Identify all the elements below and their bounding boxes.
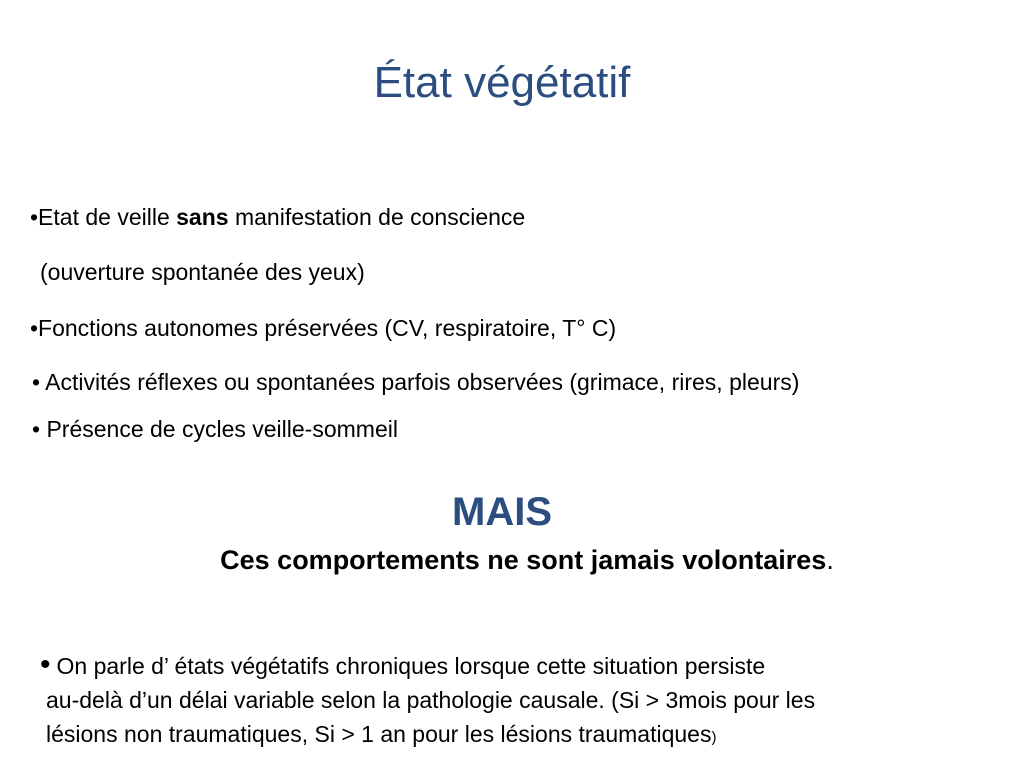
- comportements-statement: [0, 543, 1024, 577]
- slide-title: État végétatif: [373, 58, 631, 107]
- mais-heading: MAIS: [452, 490, 552, 534]
- chronic-note-line-1-text: On parle d’ états végétatifs chroniques lorsque cette situation persiste: [56, 653, 766, 679]
- bullet-activites: • Activités réflexes ou spontanées parfois observées (grimace, rires, pleurs): [32, 369, 800, 395]
- chronic-note-bullet: •: [40, 648, 51, 681]
- bullet-veille: [30, 203, 525, 231]
- chronic-note-line-3-text: lésions non traumatiques, Si > 1 an pour les lésions traumatiques: [46, 721, 712, 747]
- bullet-veille-pre: •Etat de veille: [30, 204, 177, 230]
- bullet-fonctions: •Fonctions autonomes préservées (CV, respiratoire, T° C): [30, 315, 617, 341]
- chronic-note-line-1: [40, 648, 1015, 683]
- bullet-ouverture: (ouverture spontanée des yeux): [40, 259, 365, 285]
- chronic-note-line-3: [40, 717, 1015, 755]
- bullet-veille-post: manifestation de conscience: [228, 204, 526, 230]
- chronic-note-line-2: au-delà d’un délai variable selon la pathologie causale. (Si > 3mois pour les: [46, 687, 816, 713]
- bullet-cycles: • Présence de cycles veille-sommeil: [32, 416, 398, 442]
- chronic-note-paren: ): [711, 729, 717, 746]
- comportements-period: .: [826, 545, 834, 575]
- comportements-text: Ces comportements ne sont jamais volontaires: [220, 545, 827, 575]
- chronic-note: [40, 648, 1015, 755]
- bullet-veille-bold: sans: [176, 204, 229, 230]
